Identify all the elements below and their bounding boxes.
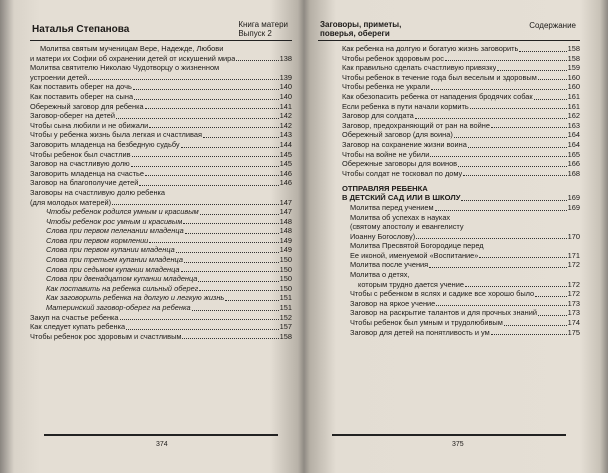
- toc-entry-title: Чтобы ребенок был счастлив: [30, 149, 131, 159]
- toc-entry-page: 166: [567, 159, 580, 169]
- toc-entry: [30, 207, 292, 217]
- dot-leader: [491, 127, 567, 128]
- toc-entry: [318, 222, 580, 232]
- toc-entry-page: 164: [567, 139, 580, 149]
- toc-entry-title: Заговор на раскрытие талантов и для прочных знаний: [350, 308, 537, 318]
- toc-entry: [318, 232, 580, 242]
- dot-leader: [181, 147, 279, 148]
- dot-leader: [192, 310, 279, 311]
- left-page-number: 374: [156, 441, 168, 448]
- toc-entry: [30, 274, 292, 284]
- toc-entry: [30, 313, 292, 323]
- toc-entry: [30, 140, 292, 150]
- toc-entry: [30, 150, 292, 160]
- toc-entry-title: Чтобы сына любили и не обижали: [30, 120, 149, 130]
- toc-entry-title: Как поставить оберег на сына: [30, 91, 134, 101]
- dot-leader: [139, 185, 278, 186]
- dot-leader: [126, 329, 279, 330]
- toc-entry: [318, 140, 580, 150]
- toc-entry-page: 173: [567, 308, 580, 318]
- right-toc: [318, 44, 580, 337]
- toc-entry: [30, 92, 292, 102]
- series-title: [320, 20, 401, 38]
- toc-entry-page: 169: [567, 202, 580, 212]
- toc-entry-title: Молитва об успехах в науках: [350, 212, 451, 222]
- toc-entry-page: 150: [279, 264, 292, 274]
- toc-entry: [318, 213, 580, 223]
- toc-entry: [318, 260, 580, 270]
- toc-entry-title: Как заговорить ребенка на долгую и легкую жизнь: [46, 293, 225, 303]
- dot-leader: [445, 60, 567, 61]
- dot-leader: [149, 242, 278, 243]
- toc-entry: [318, 102, 580, 112]
- toc-entry-page: 158: [279, 331, 292, 341]
- toc-entry: [30, 265, 292, 275]
- dot-leader: [519, 51, 566, 52]
- toc-entry-title: Закуп на счастье ребенка: [30, 312, 119, 322]
- toc-entry: [30, 54, 292, 64]
- dot-leader: [491, 334, 567, 335]
- toc-entry: [30, 169, 292, 179]
- section-title: Содержание: [529, 21, 576, 30]
- toc-entry: [318, 111, 580, 121]
- toc-entry: [318, 82, 580, 92]
- toc-entry: [318, 121, 580, 131]
- dot-leader: [199, 290, 278, 291]
- toc-entry-page: 145: [279, 159, 292, 169]
- dot-leader: [534, 99, 567, 100]
- toc-entry-page: 163: [567, 120, 580, 130]
- toc-entry-title: Обережные заговоры для воинов: [342, 159, 458, 169]
- toc-entry-title: Заговор на благополучие детей: [30, 178, 139, 188]
- dot-leader: [131, 166, 279, 167]
- section-heading-text: В ДЕТСКИЙ САД ИЛИ В ШКОЛУ: [342, 193, 461, 203]
- toc-entry: [318, 169, 580, 179]
- toc-entry-title: Если ребенка в пути начали кормить: [342, 101, 469, 111]
- toc-entry-page: 161: [567, 101, 580, 111]
- dot-leader: [454, 137, 567, 138]
- toc-entry-page: 148: [279, 226, 292, 236]
- dot-leader: [465, 286, 567, 287]
- toc-entry-title: Как правильно сделать счастливую привязку: [342, 63, 497, 73]
- dot-leader: [120, 319, 279, 320]
- toc-entry-page: 164: [567, 130, 580, 140]
- toc-entry: [318, 318, 580, 328]
- toc-entry-page: 158: [567, 44, 580, 53]
- toc-entry: [318, 280, 580, 290]
- toc-entry-title: Заговорить младенца на безбедную судьбу: [30, 139, 180, 149]
- toc-entry-page: 139: [279, 72, 292, 82]
- section-heading-line2: [318, 193, 580, 203]
- toc-entry: [30, 82, 292, 92]
- toc-entry-page: 150: [279, 274, 292, 284]
- toc-entry-title: Заговор-оберег на детей: [30, 111, 116, 121]
- dot-leader: [184, 262, 279, 263]
- toc-entry-title: Заговоры на счастливую долю ребенка: [30, 187, 166, 197]
- toc-entry-title: Молитва перед учением: [350, 202, 434, 212]
- toc-entry: [318, 251, 580, 261]
- toc-entry-page: 174: [567, 318, 580, 328]
- toc-entry-title: Как ребенка на долгую и богатую жизнь заговорить: [342, 44, 519, 53]
- toc-entry-page: 165: [567, 149, 580, 159]
- toc-entry-page: 172: [567, 260, 580, 270]
- toc-entry-title: Слова при седьмом купании младенца: [46, 264, 180, 274]
- book-title: [238, 20, 288, 38]
- toc-entry: [30, 102, 292, 112]
- toc-entry-title: Как поставить оберег на дочь: [30, 82, 132, 92]
- toc-entry-page: 173: [567, 298, 580, 308]
- dot-leader: [176, 252, 279, 253]
- toc-entry-page: 152: [279, 312, 292, 322]
- toc-entry: [318, 203, 580, 213]
- toc-entry: [30, 303, 292, 313]
- dot-leader: [468, 147, 567, 148]
- toc-entry-page: 140: [279, 82, 292, 92]
- left-page-header: [30, 18, 292, 41]
- toc-entry: [30, 255, 292, 265]
- toc-entry-title: Чтобы ребенок родился умным и красивым: [46, 207, 199, 217]
- dot-leader: [463, 175, 566, 176]
- toc-entry-title: Чтобы ребенок рос умным и красивым: [46, 216, 183, 226]
- dot-leader: [203, 137, 279, 138]
- toc-entry-title: Иоанну Богослову): [350, 231, 416, 241]
- toc-entry: [30, 284, 292, 294]
- toc-entry-title: (для молодых матерей): [30, 197, 112, 207]
- dot-leader: [435, 210, 567, 211]
- section-heading: ОТПРАВЛЯЯ РЕБЕНКА: [342, 184, 428, 194]
- book-title-line1: Книга матери: [238, 20, 288, 29]
- toc-entry-title: Заговорить младенца на счастье: [30, 168, 144, 178]
- toc-entry-page: 149: [279, 245, 292, 255]
- toc-entry-page: 143: [279, 130, 292, 140]
- toc-entry: [30, 159, 292, 169]
- toc-entry-title: Чтобы ребенок был умным и трудолюбивым: [350, 318, 503, 328]
- author-name: Наталья Степанова: [32, 24, 130, 35]
- toc-entry-title: Заговор на счастливую долю: [30, 159, 130, 169]
- dot-leader: [497, 70, 566, 71]
- toc-entry-page: 157: [279, 322, 292, 332]
- dot-leader: [436, 305, 566, 306]
- toc-entry-title: Молитва после учения: [350, 260, 429, 270]
- left-footer-rule: [44, 434, 278, 436]
- dot-leader: [430, 156, 566, 157]
- dot-leader: [431, 89, 567, 90]
- toc-entry-page: 145: [279, 149, 292, 159]
- toc-entry: [318, 150, 580, 160]
- toc-entry: [30, 322, 292, 332]
- toc-entry-page: 168: [567, 168, 580, 178]
- toc-entry-page: 158: [567, 53, 580, 63]
- toc-entry-page: 144: [279, 139, 292, 149]
- toc-entry-title: Как следует купать ребенка: [30, 322, 126, 332]
- dot-leader: [538, 79, 567, 80]
- dot-leader: [181, 271, 279, 272]
- toc-entry-page: 159: [567, 63, 580, 73]
- right-page: [318, 0, 580, 473]
- toc-entry: [318, 54, 580, 64]
- toc-entry-title: Обережный заговор (для воина): [342, 130, 453, 140]
- toc-entry: [30, 236, 292, 246]
- toc-entry: [318, 73, 580, 83]
- toc-entry-title: Слова при третьем купании младенца: [46, 255, 183, 265]
- toc-entry-title: Материнский заговор-оберег на ребенка: [46, 303, 191, 313]
- toc-entry-title: и матери их Софии об охранении детей от искушений мира: [30, 53, 236, 63]
- toc-entry-page: 146: [279, 178, 292, 188]
- toc-entry: [318, 159, 580, 169]
- toc-entry-page: 175: [567, 327, 580, 337]
- toc-entry-title: Молитва Пресвятой Богородице перед: [350, 241, 484, 251]
- left-page: [30, 0, 292, 473]
- toc-entry-page: 160: [567, 72, 580, 82]
- dot-leader: [183, 223, 278, 224]
- section-heading-page: 169: [567, 193, 580, 203]
- toc-entry-page: 151: [279, 293, 292, 303]
- toc-entry-title: Как обезопасить ребенка от нападения бродячих собак: [342, 91, 533, 101]
- toc-entry-title: Чтобы ребенок здоровым рос: [342, 53, 444, 63]
- toc-entry: [318, 328, 580, 338]
- toc-entry-page: 172: [567, 289, 580, 299]
- toc-entry-page: 149: [279, 235, 292, 245]
- toc-entry: [30, 188, 292, 198]
- toc-entry-page: 150: [279, 255, 292, 265]
- toc-entry: [30, 63, 292, 73]
- toc-entry: [30, 245, 292, 255]
- book-title-line2: Выпуск 2: [238, 29, 272, 38]
- toc-entry: [30, 44, 292, 54]
- toc-entry-title: Заговор, предохраняющий от ран на войне: [342, 120, 490, 130]
- dot-leader: [429, 267, 566, 268]
- toc-entry-title: Молитва святителю Николаю Чудотворцу о жизненном: [30, 63, 220, 73]
- toc-entry: [318, 308, 580, 318]
- toc-entry-page: 170: [567, 231, 580, 241]
- dot-leader: [132, 156, 279, 157]
- toc-entry-page: 171: [567, 250, 580, 260]
- dot-leader: [461, 200, 566, 201]
- dot-leader: [479, 257, 566, 258]
- toc-entry-page: 150: [279, 283, 292, 293]
- toc-entry: [318, 270, 580, 280]
- dot-leader: [134, 99, 279, 100]
- toc-entry-page: 147: [279, 207, 292, 217]
- toc-entry-title: которым трудно дается учение: [358, 279, 464, 289]
- toc-entry: [318, 63, 580, 73]
- toc-entry: [318, 92, 580, 102]
- toc-entry-page: 146: [279, 168, 292, 178]
- dot-leader: [458, 166, 567, 167]
- toc-entry-title: Заговор для солдата: [342, 111, 414, 121]
- toc-entry: [318, 289, 580, 299]
- dot-leader: [133, 89, 279, 90]
- series-title-line2: поверья, обереги: [320, 29, 390, 38]
- toc-entry-title: Чтобы ребенок рос здоровым и счастливым: [30, 331, 182, 341]
- dot-leader: [145, 108, 279, 109]
- toc-entry-page: 148: [279, 216, 292, 226]
- dot-leader: [200, 214, 279, 215]
- dot-leader: [116, 118, 279, 119]
- toc-entry: [318, 44, 580, 54]
- dot-leader: [538, 315, 567, 316]
- dot-leader: [145, 175, 279, 176]
- toc-entry: [30, 217, 292, 227]
- toc-entry-title: Чтобы ребенка не украли: [342, 82, 430, 92]
- dot-leader: [112, 204, 279, 205]
- dot-leader: [535, 296, 566, 297]
- toc-entry: [318, 241, 580, 251]
- dot-leader: [198, 281, 278, 282]
- toc-entry-title: Молитва святым мученицам Вере, Надежде, Любови: [40, 44, 224, 53]
- toc-entry-page: 142: [279, 111, 292, 121]
- toc-entry-page: 147: [279, 197, 292, 207]
- toc-entry-page: 161: [567, 91, 580, 101]
- toc-entry: [30, 226, 292, 236]
- toc-entry-title: Обережный заговор для ребенка: [30, 101, 144, 111]
- toc-entry-title: Чтобы с ребенком в яслях и садике все хорошо было: [350, 289, 535, 299]
- left-toc: [30, 44, 292, 341]
- dot-leader: [416, 238, 566, 239]
- dot-leader: [236, 60, 278, 61]
- toc-entry: [30, 121, 292, 131]
- dot-leader: [225, 300, 278, 301]
- toc-entry: [30, 332, 292, 342]
- toc-entry-page: 172: [567, 279, 580, 289]
- toc-entry-page: 138: [279, 53, 292, 63]
- toc-entry-page: 160: [567, 82, 580, 92]
- dot-leader: [470, 108, 567, 109]
- toc-entry-title: Чтобы ребенок в течение года был веселым и здоровым: [342, 72, 537, 82]
- dot-leader: [88, 79, 279, 80]
- toc-entry-title: Чтобы у ребенка жизнь была легкая и счастливая: [30, 130, 202, 140]
- toc-entry-title: (святому апостолу и евангелисту: [350, 222, 464, 232]
- toc-entry-title: Чтобы на войне не убили: [342, 149, 430, 159]
- toc-entry: [318, 130, 580, 140]
- dot-leader: [149, 127, 278, 128]
- toc-entry: [30, 198, 292, 208]
- series-title-line1: Заговоры, приметы,: [320, 20, 402, 29]
- toc-entry-title: Слова при первом пеленании младенца: [46, 226, 184, 236]
- toc-entry-title: Заговор на сохранение жизни воина: [342, 139, 467, 149]
- toc-entry-page: 141: [279, 101, 292, 111]
- toc-entry: [318, 299, 580, 309]
- dot-leader: [504, 325, 567, 326]
- dot-leader: [185, 233, 279, 234]
- right-page-header: [318, 18, 580, 41]
- toc-entry: [30, 178, 292, 188]
- toc-entry: [30, 130, 292, 140]
- dot-leader: [182, 338, 278, 339]
- toc-entry-title: Слова при двенадцатом купании младенца: [46, 274, 198, 284]
- toc-entry-title: Молитва о детях,: [350, 270, 410, 280]
- toc-entry-title: устроении детей: [30, 72, 88, 82]
- toc-entry: [30, 111, 292, 121]
- toc-entry-title: Заговор на яркое учение: [350, 298, 436, 308]
- toc-entry-title: Слова при первом кормлении: [46, 235, 149, 245]
- toc-entry-title: Заговор для детей на понятливость и ум: [350, 327, 490, 337]
- right-page-number: 375: [452, 441, 464, 448]
- toc-entry-page: 151: [279, 303, 292, 313]
- dot-leader: [415, 118, 567, 119]
- right-footer-rule: [332, 434, 566, 436]
- toc-entry-title: Ее иконой, именуемой «Воспитание»: [350, 250, 479, 260]
- toc-entry-title: Как поставить на ребенка сильный оберег: [46, 283, 199, 293]
- toc-entry-page: 162: [567, 111, 580, 121]
- toc-entry-title: Слова при первом купании младенца: [46, 245, 175, 255]
- toc-entry-title: Чтобы солдат не тосковал по дому: [342, 168, 463, 178]
- toc-entry: [30, 293, 292, 303]
- toc-entry-page: 140: [279, 91, 292, 101]
- toc-entry: [30, 73, 292, 83]
- toc-entry-page: 142: [279, 120, 292, 130]
